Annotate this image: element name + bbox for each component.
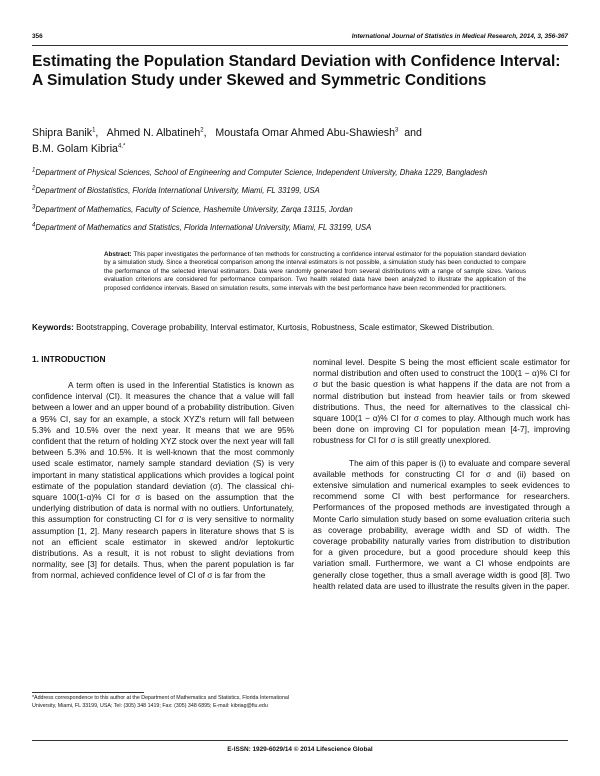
author-sup: 2 bbox=[200, 127, 204, 134]
footer-rule bbox=[32, 740, 568, 741]
affiliation bbox=[32, 168, 572, 179]
affiliation-sup: 4 bbox=[32, 222, 36, 229]
author-sup: 1 bbox=[92, 127, 96, 134]
body-paragraph: nominal level. Despite S being the most efficient scale estimator for normal distribution and often used to construct the 100(1 − α)% CI for σ but the basic question is what happens if the data are not from a normal distribution but instead from heavier tails or from skewed distributions. Thus, the need for alternatives to the classical chi-square 100(1 − α)% CI for σ comes to play. Although much work has been done on improving CI for population mean [4-7], improving robustness for CI for σ is still greatly unexplored. bbox=[313, 357, 570, 446]
footnote-rule bbox=[32, 692, 144, 693]
page-number: 356 bbox=[32, 33, 43, 40]
keywords-text: Bootstrapping, Coverage probability, Interval estimator, Kurtosis, Robustness, Scale estimator, Skewed Distribution. bbox=[76, 323, 495, 332]
correspondence-footnote: *Address correspondence to this author at the Department of Mathematics and Statistics, Florida International University, Miami, FL 33199, USA; Tel: (305) 348 1419; Fax: (305) 348 6895; E-mail: kibriag@fiu.edu bbox=[32, 695, 290, 709]
affiliation-text: Department of Biostatistics, Florida International University, Miami, FL 33199, USA bbox=[35, 186, 320, 196]
affiliation-text: Department of Mathematics, Faculty of Science, Hashemite University, Zarqa 13115, Jordan bbox=[35, 204, 353, 214]
author-name: B.M. Golam Kibria bbox=[32, 143, 118, 155]
affiliations bbox=[32, 168, 572, 241]
header-rule bbox=[32, 45, 568, 46]
affiliation-text: Department of Mathematics and Statistics, Florida International University, Miami, FL 33199, USA bbox=[35, 222, 372, 232]
affiliation bbox=[32, 223, 572, 234]
column-right bbox=[313, 357, 570, 592]
body-paragraph: A term often is used in the Inferential Statistics is known as confidence interval (CI). It measures the chance that a value will fall between a lower and an upper bound of a probability distribution. Given a 95% CI, say for an example, a stock XYZ's return will fall between 5.3% and 10.5% over the next year. It means that we are 95% confident that the return of holding XYZ stock over the next year will fall between 5.3% and 10.5%. It is well-known that the most commonly used scale estimator, namely sample standard deviation (S) is very important in many statistical applications which provides a logical point estimate of the population standard deviation (σ). The classical chi-square 100(1-α)% CI for σ is based on the assumption that the underlying distribution of data is normal with no outliers. Unfortunately, this assumption for constructing CI for σ is very sensitive to normality assumption [1, 2]. Many research papers in literature shows that S is not an efficient scale estimator in skewed and/or leptokurtic distributions. As a result, it is not robust to slight deviations from normality, see [3] for details. Thus, when the parent population is far from normal, achieved confidence level of CI of σ is far from the bbox=[32, 380, 294, 581]
author-name: Moustafa Omar Ahmed Abu-Shawiesh bbox=[215, 127, 395, 139]
body-paragraph: The aim of this paper is (i) to evaluate and compare several available methods for constructing CI for σ and (ii) based on extensive simulation and numerical examples to seek evidences to recommend some CI with best performance for researchers. Performances of the proposed methods are investigated through a Monte Carlo simulation study based on some evaluation criteria such as coverage probability, average width and SD of width. The coverage probability naturally varies from distribution to distribution for a given procedure, but a good procedure should keep this variation small. Furthermore, we want a CI whose endpoints are generally close together, thus a small average width is good [8]. Two health related data are used to illustrate the results given in the paper. bbox=[313, 457, 570, 591]
page-footer: E-ISSN: 1929-6029/14 © 2014 Lifescience Global bbox=[227, 746, 373, 753]
author-conjunction: and bbox=[404, 127, 422, 139]
keywords-label: Keywords: bbox=[32, 323, 74, 332]
paper-title: Estimating the Population Standard Deviation with Confidence Interval: A Simulation Study under Skewed and Symmetric Conditions bbox=[32, 53, 561, 89]
column-left bbox=[32, 380, 294, 582]
author-sup: 4,* bbox=[117, 143, 126, 150]
journal-citation: International Journal of Statistics in Medical Research, 2014, 3, 356-367 bbox=[351, 33, 568, 40]
affiliation-text: Department of Physical Sciences, School of Engineering and Computer Science, Independent University, Dhaka 1229, Bangladesh bbox=[35, 168, 488, 177]
abstract-label: Abstract: bbox=[104, 251, 132, 258]
affiliation bbox=[32, 186, 572, 197]
author-list: Shipra Banik$^1$, Ahmed N. Albatineh$^2$, Moustafa Omar Ahmed Abu-Shawiesh$^3$ and B.M. Golam Kibria$^{4,*}$ bbox=[32, 127, 422, 155]
author-name: Shipra Banik bbox=[32, 127, 93, 139]
author-sup: 3 bbox=[395, 127, 399, 134]
section-heading: 1. INTRODUCTION bbox=[32, 354, 106, 364]
affiliation-sup: 3 bbox=[32, 204, 36, 210]
abstract-text: This paper investigates the performance of ten methods for constructing a confidence interval estimator for the population standard deviation by a simulation study. Since a theoretical comparison among the interval estimators is not possible, a simulation study has been conducted to compare the performance of the selected interval estimators. Data were randomly generated from several distributions with a range of sample sizes. Various evaluation criterions are considered for performance comparison. Two health related data have been analyzed to illustrate the application of the proposed confidence intervals. Based on simulation results, some intervals with the best performance have been recommended for practitioners. bbox=[104, 251, 526, 292]
keywords bbox=[32, 322, 570, 334]
affiliation bbox=[32, 205, 572, 216]
affiliation-sup: 1 bbox=[32, 167, 36, 174]
author-name: Ahmed N. Albatineh bbox=[106, 127, 201, 139]
abstract bbox=[104, 251, 526, 293]
affiliation-sup: 2 bbox=[32, 185, 36, 192]
